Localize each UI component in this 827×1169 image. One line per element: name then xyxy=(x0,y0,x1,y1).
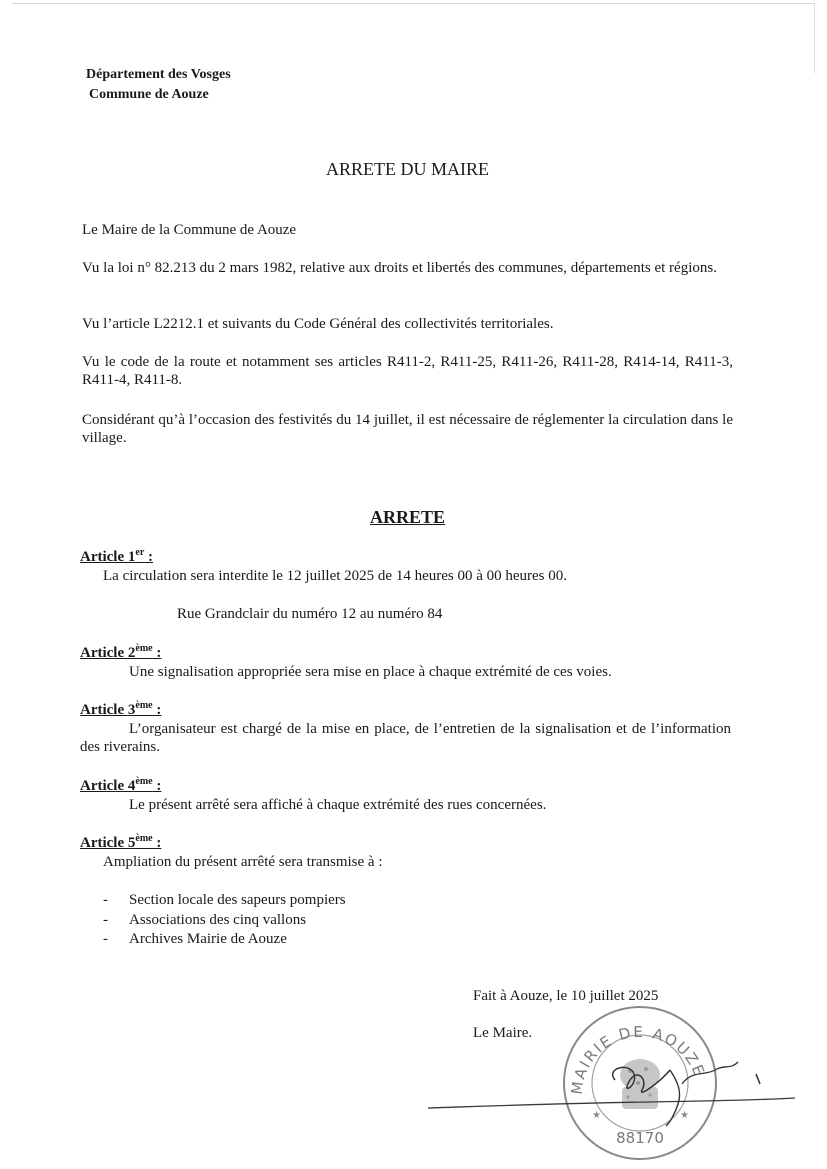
article-2-text: Une signalisation appropriée sera mise en place à chaque extrémité de ces voies. xyxy=(129,664,612,680)
page-border-right xyxy=(814,3,815,73)
place-date: Fait à Aouze, le 10 juillet 2025 xyxy=(473,988,659,1004)
document-title: ARRETE DU MAIRE xyxy=(326,159,489,179)
article-1-text: La circulation sera interdite le 12 juillet 2025 de 14 heures 00 à 00 heures 00. xyxy=(103,568,568,584)
list-item: - Archives Mairie de Aouze xyxy=(103,931,287,947)
vu-code-route: Vu le code de la route et notamment ses articles R411-2, R411-25, R411-26, R411-28, R414-14, R411-3, R411-4, R411-8. xyxy=(82,354,733,388)
arrete-heading: ARRETE xyxy=(369,507,445,527)
article-1-street: Rue Grandclair du numéro 12 au numéro 84 xyxy=(177,606,443,622)
signatory-title: Le Maire. xyxy=(473,1025,533,1041)
maire-intro: Le Maire de la Commune de Aouze xyxy=(82,222,297,238)
mayor-signature xyxy=(420,1040,800,1130)
list-item: - Associations des cinq vallons xyxy=(103,911,307,928)
vu-article: Vu l’article L2212.1 et suivants du Code Général des collectivités territoriales. xyxy=(82,316,554,332)
list-item: - Section locale des sapeurs pompiers xyxy=(103,892,346,908)
stamp-arc-text: MAIRIE DE AOUZE xyxy=(567,1022,709,1096)
article-2-heading: Article 2ème : xyxy=(80,643,162,661)
department-line: Département des Vosges xyxy=(86,67,231,82)
page-border-top xyxy=(12,3,815,4)
vu-loi: Vu la loi n° 82.213 du 2 mars 1982, relative aux droits et libertés des communes, départements et régions. xyxy=(82,260,717,276)
considerant: Considérant qu’à l’occasion des festivités du 14 juillet, il est nécessaire de réglementer la circulation dans le village. xyxy=(82,412,733,446)
article-4-text: Le présent arrêté sera affiché à chaque extrémité des rues concernées. xyxy=(129,797,547,813)
article-3-text: L’organisateur est chargé de la mise en place, de l’entretien de la signalisation et de l’information des riverains. xyxy=(80,721,731,755)
svg-text:★: ★ xyxy=(680,1110,689,1121)
svg-text:★: ★ xyxy=(592,1110,601,1121)
recipient-list xyxy=(103,891,346,950)
article-1-heading: Article 1er : xyxy=(80,547,154,565)
article-4-heading: Article 4ème : xyxy=(80,776,162,794)
article-5-heading: Article 5ème : xyxy=(80,833,162,851)
article-5-text: Ampliation du présent arrêté sera transmise à : xyxy=(103,854,383,870)
article-3-heading: Article 3ème : xyxy=(80,700,162,718)
document-header xyxy=(86,65,231,105)
commune-line: Commune de Aouze xyxy=(89,87,209,102)
stamp-postcode: 88170 xyxy=(616,1129,664,1147)
